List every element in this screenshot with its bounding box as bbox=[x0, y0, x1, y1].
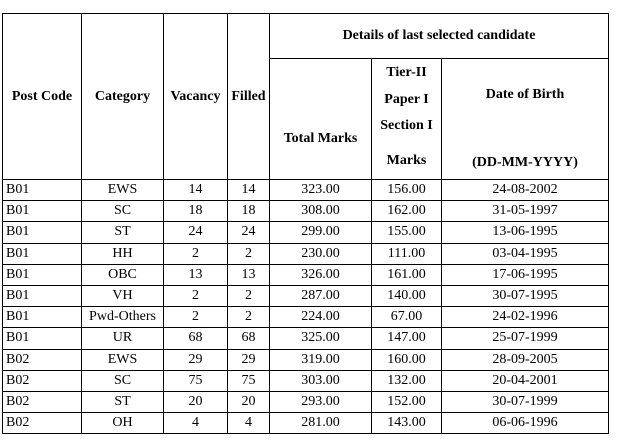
cell-post-code: B02 bbox=[3, 413, 82, 434]
cell-total-marks: 308.00 bbox=[270, 201, 372, 222]
table-row bbox=[3, 180, 609, 201]
cell-total-marks: 230.00 bbox=[270, 243, 372, 264]
cell-filled: 29 bbox=[228, 349, 270, 370]
cell-tier-marks: 143.00 bbox=[372, 413, 442, 434]
cell-filled: 14 bbox=[228, 180, 270, 201]
cell-vacancy: 2 bbox=[164, 307, 228, 328]
table-row bbox=[3, 264, 609, 285]
results-table bbox=[2, 13, 609, 434]
cell-post-code: B01 bbox=[3, 307, 82, 328]
cell-post-code: B01 bbox=[3, 328, 82, 349]
cell-total-marks: 299.00 bbox=[270, 222, 372, 243]
cell-post-code: B01 bbox=[3, 201, 82, 222]
cell-total-marks: 323.00 bbox=[270, 180, 372, 201]
table-row bbox=[3, 201, 609, 222]
table-row bbox=[3, 413, 609, 434]
cell-category: OBC bbox=[82, 264, 164, 285]
cell-filled: 2 bbox=[228, 243, 270, 264]
cell-filled: 24 bbox=[228, 222, 270, 243]
cell-vacancy: 24 bbox=[164, 222, 228, 243]
table-row bbox=[3, 307, 609, 328]
cell-post-code: B02 bbox=[3, 349, 82, 370]
cell-post-code: B01 bbox=[3, 222, 82, 243]
cell-post-code: B01 bbox=[3, 243, 82, 264]
cell-dob: 30-07-1995 bbox=[442, 285, 609, 306]
cell-category: Pwd-Others bbox=[82, 307, 164, 328]
header-tier-line1: Tier-II bbox=[386, 65, 427, 80]
cell-dob: 03-04-1995 bbox=[442, 243, 609, 264]
cell-total-marks: 303.00 bbox=[270, 370, 372, 391]
cell-category: OH bbox=[82, 413, 164, 434]
cell-vacancy: 4 bbox=[164, 413, 228, 434]
cell-dob: 30-07-1999 bbox=[442, 391, 609, 412]
cell-tier-marks: 162.00 bbox=[372, 201, 442, 222]
cell-vacancy: 18 bbox=[164, 201, 228, 222]
cell-filled: 18 bbox=[228, 201, 270, 222]
cell-post-code: B02 bbox=[3, 370, 82, 391]
cell-category: ST bbox=[82, 391, 164, 412]
table-row bbox=[3, 349, 609, 370]
cell-total-marks: 326.00 bbox=[270, 264, 372, 285]
header-total-marks-cell bbox=[270, 59, 372, 180]
cell-tier-marks: 67.00 bbox=[372, 307, 442, 328]
header-details: Details of last selected candidate bbox=[270, 14, 609, 59]
table-row bbox=[3, 328, 609, 349]
cell-dob: 25-07-1999 bbox=[442, 328, 609, 349]
header-filled: Filled bbox=[228, 14, 270, 180]
cell-tier-marks: 111.00 bbox=[372, 243, 442, 264]
cell-filled: 2 bbox=[228, 285, 270, 306]
cell-post-code: B01 bbox=[3, 264, 82, 285]
cell-filled: 2 bbox=[228, 307, 270, 328]
cell-category: UR bbox=[82, 328, 164, 349]
cell-total-marks: 287.00 bbox=[270, 285, 372, 306]
cell-vacancy: 20 bbox=[164, 391, 228, 412]
header-dob-line1: Date of Birth bbox=[485, 87, 565, 102]
cell-total-marks: 293.00 bbox=[270, 391, 372, 412]
cell-total-marks: 325.00 bbox=[270, 328, 372, 349]
cell-filled: 4 bbox=[228, 413, 270, 434]
table-row bbox=[3, 222, 609, 243]
header-tier-line2: Paper I bbox=[384, 91, 429, 107]
cell-vacancy: 2 bbox=[164, 243, 228, 264]
header-category: Category bbox=[82, 14, 164, 180]
cell-tier-marks: 152.00 bbox=[372, 391, 442, 412]
cell-category: HH bbox=[82, 243, 164, 264]
table-row bbox=[3, 391, 609, 412]
cell-vacancy: 68 bbox=[164, 328, 228, 349]
cell-vacancy: 14 bbox=[164, 180, 228, 201]
cell-dob: 31-05-1997 bbox=[442, 201, 609, 222]
cell-category: ST bbox=[82, 222, 164, 243]
header-tier-line4: Marks bbox=[386, 152, 427, 168]
cell-category: VH bbox=[82, 285, 164, 306]
cell-vacancy: 2 bbox=[164, 285, 228, 306]
cell-tier-marks: 161.00 bbox=[372, 264, 442, 285]
header-post-code: Post Code bbox=[3, 14, 82, 180]
table-row bbox=[3, 370, 609, 391]
cell-vacancy: 13 bbox=[164, 264, 228, 285]
header-total-marks: Total Marks bbox=[283, 131, 358, 146]
cell-dob: 24-08-2002 bbox=[442, 180, 609, 201]
cell-total-marks: 224.00 bbox=[270, 307, 372, 328]
cell-filled: 68 bbox=[228, 328, 270, 349]
header-dob-cell bbox=[442, 59, 609, 180]
cell-tier-marks: 156.00 bbox=[372, 180, 442, 201]
cell-total-marks: 319.00 bbox=[270, 349, 372, 370]
table-body bbox=[3, 180, 609, 434]
header-dob-line2: (DD-MM-YYYY) bbox=[472, 155, 578, 170]
header-tier-cell bbox=[372, 59, 442, 180]
cell-dob: 20-04-2001 bbox=[442, 370, 609, 391]
table-row bbox=[3, 285, 609, 306]
cell-category: EWS bbox=[82, 349, 164, 370]
cell-post-code: B01 bbox=[3, 285, 82, 306]
cell-tier-marks: 132.00 bbox=[372, 370, 442, 391]
cell-vacancy: 29 bbox=[164, 349, 228, 370]
cell-tier-marks: 140.00 bbox=[372, 285, 442, 306]
cell-category: SC bbox=[82, 370, 164, 391]
cell-tier-marks: 160.00 bbox=[372, 349, 442, 370]
header-vacancy: Vacancy bbox=[164, 14, 228, 180]
cell-dob: 24-02-1996 bbox=[442, 307, 609, 328]
cell-filled: 20 bbox=[228, 391, 270, 412]
cell-dob: 17-06-1995 bbox=[442, 264, 609, 285]
cell-category: SC bbox=[82, 201, 164, 222]
cell-total-marks: 281.00 bbox=[270, 413, 372, 434]
cell-vacancy: 75 bbox=[164, 370, 228, 391]
cell-post-code: B01 bbox=[3, 180, 82, 201]
header-tier-line3: Section I bbox=[380, 118, 433, 134]
cell-dob: 13-06-1995 bbox=[442, 222, 609, 243]
cell-filled: 75 bbox=[228, 370, 270, 391]
cell-category: EWS bbox=[82, 180, 164, 201]
cell-post-code: B02 bbox=[3, 391, 82, 412]
cell-filled: 13 bbox=[228, 264, 270, 285]
cell-tier-marks: 147.00 bbox=[372, 328, 442, 349]
table-row bbox=[3, 243, 609, 264]
cell-dob: 28-09-2005 bbox=[442, 349, 609, 370]
cell-dob: 06-06-1996 bbox=[442, 413, 609, 434]
cell-tier-marks: 155.00 bbox=[372, 222, 442, 243]
